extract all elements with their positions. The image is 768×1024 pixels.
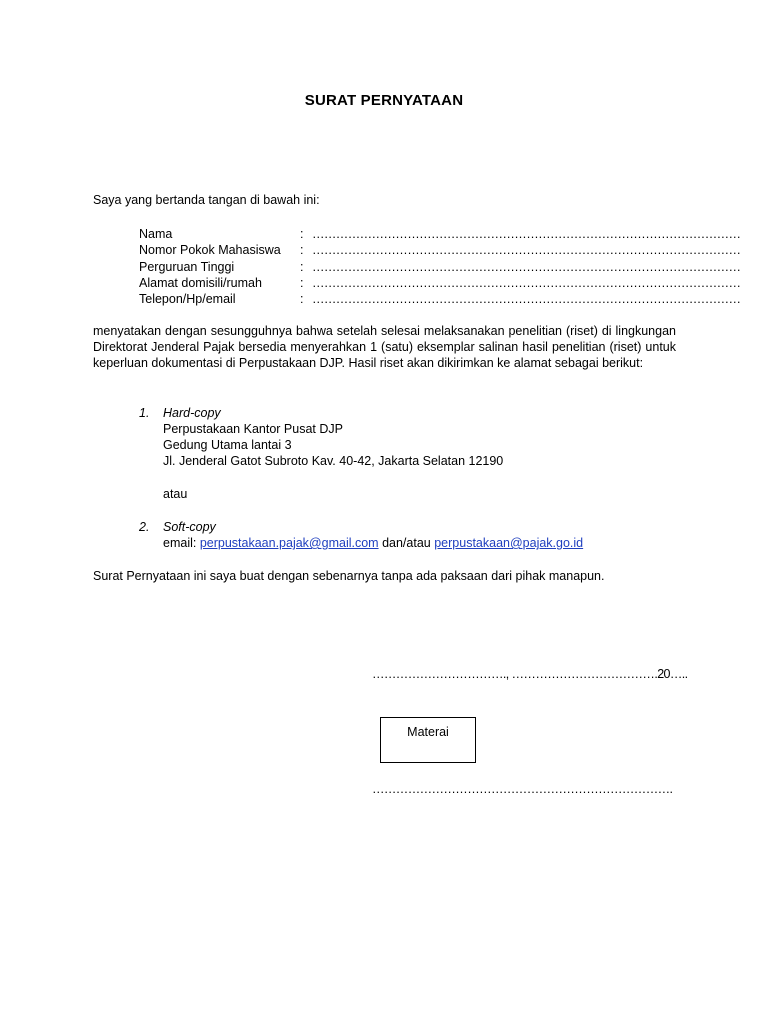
- materai-label: Materai: [407, 725, 449, 739]
- statement-paragraph: menyatakan dengan sesungguhnya bahwa setelah selesai melaksanakan penelitian (riset) di lingkungan Direktorat Jenderal Pajak bersedia menyerahkan 1 (satu) eksemplar salinan hasil penelitian (riset) untuk keperluan dokumentasi di Perpustakaan DJP. Hasil riset akan dikirimkan ke alamat sebagai berikut:: [93, 324, 676, 370]
- intro-text: Saya yang bertanda tangan di bawah ini:: [93, 193, 320, 207]
- field-colon: :: [300, 227, 304, 241]
- field-row-perguruan-tinggi: [139, 259, 741, 275]
- field-colon: :: [300, 275, 304, 290]
- field-row-npm: [139, 242, 741, 258]
- address-line: Gedung Utama lantai 3: [163, 438, 292, 452]
- atau-text: atau: [163, 487, 188, 501]
- field-label: Perguruan Tinggi: [139, 259, 235, 274]
- field-colon: :: [300, 243, 304, 258]
- field-blank-line: ………………………………………………………………………………………………: [312, 227, 741, 241]
- email-separator: dan/atau: [382, 536, 431, 550]
- address-line: Jl. Jenderal Gatot Subroto Kav. 40-42, Jakarta Selatan 12190: [163, 454, 504, 468]
- hard-copy-heading: Hard-copy: [163, 406, 221, 420]
- list-number: 2.: [139, 520, 150, 534]
- materai-stamp-box: [380, 717, 476, 763]
- email-line: [163, 535, 583, 551]
- address-line: Perpustakaan Kantor Pusat DJP: [163, 422, 343, 436]
- field-blank-line: ………………………………………………………………………………………………: [312, 292, 741, 307]
- list-number: 1.: [139, 406, 150, 420]
- hard-copy-item: [139, 405, 679, 469]
- field-label: Telepon/Hp/email: [139, 292, 236, 307]
- identity-fields: [139, 226, 741, 307]
- document-title: SURAT PERNYATAAN: [304, 92, 464, 109]
- soft-copy-item: [139, 519, 583, 551]
- field-colon: :: [300, 259, 304, 274]
- email-link-gmail[interactable]: perpustakaan.pajak@gmail.com: [199, 536, 379, 550]
- field-blank-line: ………………………………………………………………………………………………: [312, 275, 741, 290]
- field-label: Nama: [139, 227, 173, 241]
- field-row-alamat: [139, 275, 741, 291]
- field-label: Alamat domisili/rumah: [139, 275, 262, 290]
- field-label: Nomor Pokok Mahasiswa: [139, 243, 281, 258]
- signature-line: ………………………………………………………………….: [372, 782, 673, 796]
- field-row-telepon: [139, 291, 741, 307]
- email-label: email:: [163, 536, 197, 550]
- field-blank-line: ………………………………………………………………………………………………: [312, 259, 741, 274]
- email-link-pajak[interactable]: perpustakaan@pajak.go.id: [434, 536, 584, 550]
- closing-statement: Surat Pernyataan ini saya buat dengan sebenarnya tanpa ada paksaan dari pihak manapun.: [93, 569, 605, 583]
- field-colon: :: [300, 292, 304, 307]
- field-row-nama: [139, 226, 741, 242]
- field-blank-line: ………………………………………………………………………………………………: [312, 243, 741, 258]
- soft-copy-heading: Soft-copy: [163, 520, 216, 534]
- place-date-line: ……………………………., ……………………………….20…..: [372, 667, 688, 681]
